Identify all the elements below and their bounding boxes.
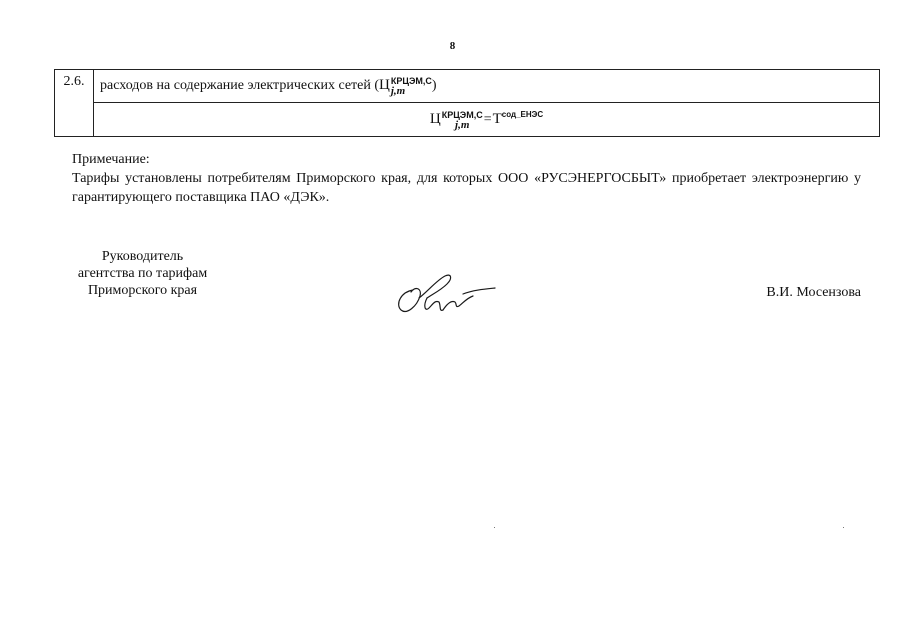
formula-indices [442,110,483,130]
symbol-superscript: КРЦЭМ,С [390,76,432,86]
description-text: расходов на содержание электрических сетей ( [100,78,380,94]
formula-cell [94,103,880,137]
signer-name: В.И. Мосензова [766,285,861,300]
close-paren: ) [431,78,437,94]
tariff-symbol: Ц [379,77,390,94]
speck [843,527,844,528]
note-title: Примечание: [72,152,150,167]
signatory-line-1: Руководитель [101,249,184,264]
note-section [72,150,861,207]
table-row [55,70,880,103]
symbol-indices [391,76,432,96]
equals-sign: = [483,111,492,127]
speck [494,527,495,528]
handwritten-signature [393,270,498,318]
rhs-symbol: Т [492,110,502,127]
page-number: 8 [449,40,456,52]
symbol-subscript: j,m [390,85,406,97]
signatory-line-2: агентства по тарифам [77,266,208,281]
row-description [94,70,880,103]
note-text: Тарифы установлены потребителям Приморского края, для которых ООО «РУСЭНЕРГОСБЫТ» приобретает электроэнергию у гарантирующего поставщика ПАО «ДЭК». [72,171,861,205]
rhs-superscript: сод_ЕНЭС [501,109,544,119]
tariff-table [54,69,880,137]
signatory-line-3: Приморского края [87,283,198,298]
formula-subscript: j,m [455,118,470,131]
signatory-title [60,248,225,299]
formula-superscript: КРЦЭМ,С [441,109,483,120]
formula-symbol: Ц [429,110,441,127]
table-row [55,103,880,137]
row-number: 2.6. [55,70,94,137]
